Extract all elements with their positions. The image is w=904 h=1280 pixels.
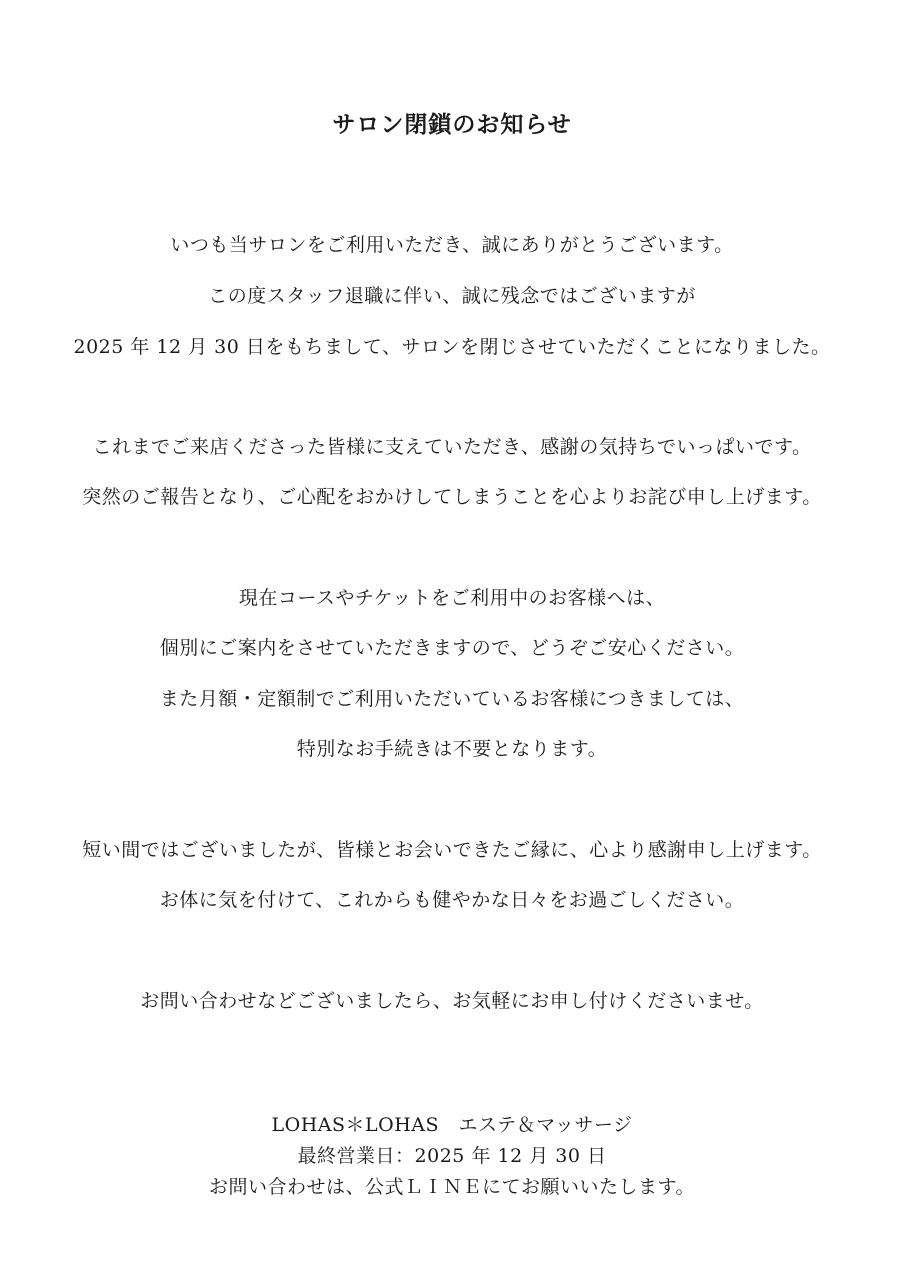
notice-line: 特別なお手続きは不要となります。 xyxy=(296,738,608,760)
last-business-day: 最終営業日：2025 年 12 月 30 日 xyxy=(297,1145,607,1167)
shop-name: LOHAS＊LOHAS エステ＆マッサージ xyxy=(271,1114,633,1136)
contact-info: お問い合わせは、公式ＬＩＮＥにてお願いいたします。 xyxy=(209,1176,695,1198)
notice-line: 短い間ではございましたが、皆様とお会いできたご縁に、心より感謝申し上げます。 xyxy=(82,839,822,861)
notice-line: また月額・定額制でご利用いただいているお客様につきましては、 xyxy=(159,688,745,710)
notice-line: 個別にご案内をさせていただきますので、どうぞご安心ください。 xyxy=(159,637,745,659)
notice-line: 現在コースやチケットをご利用中のお客様へは、 xyxy=(238,587,666,609)
notice-line: 2025 年 12 月 30 日をもちまして、サロンを閉じさせていただくことになりました。 xyxy=(73,336,831,358)
notice-title: サロン閉鎖のお知らせ xyxy=(332,111,572,138)
notice-line: いつも当サロンをご利用いただき、誠にありがとうございます。 xyxy=(170,234,734,256)
notice-line: これまでご来店くださった皆様に支えていただき、感謝の気持ちでいっぱいです。 xyxy=(92,436,812,458)
notice-line: 突然のご報告となり、ご心配をおかけしてしまうことを心よりお詫び申し上げます。 xyxy=(82,486,822,508)
notice-line: この度スタッフ退職に伴い、誠に残念ではございますが xyxy=(208,285,696,307)
notice-line: お問い合わせなどございましたら、お気軽にお申し付けくださいませ。 xyxy=(140,990,764,1012)
notice-line: お体に気を付けて、これからも健やかな日々をお過ごしください。 xyxy=(159,889,745,911)
